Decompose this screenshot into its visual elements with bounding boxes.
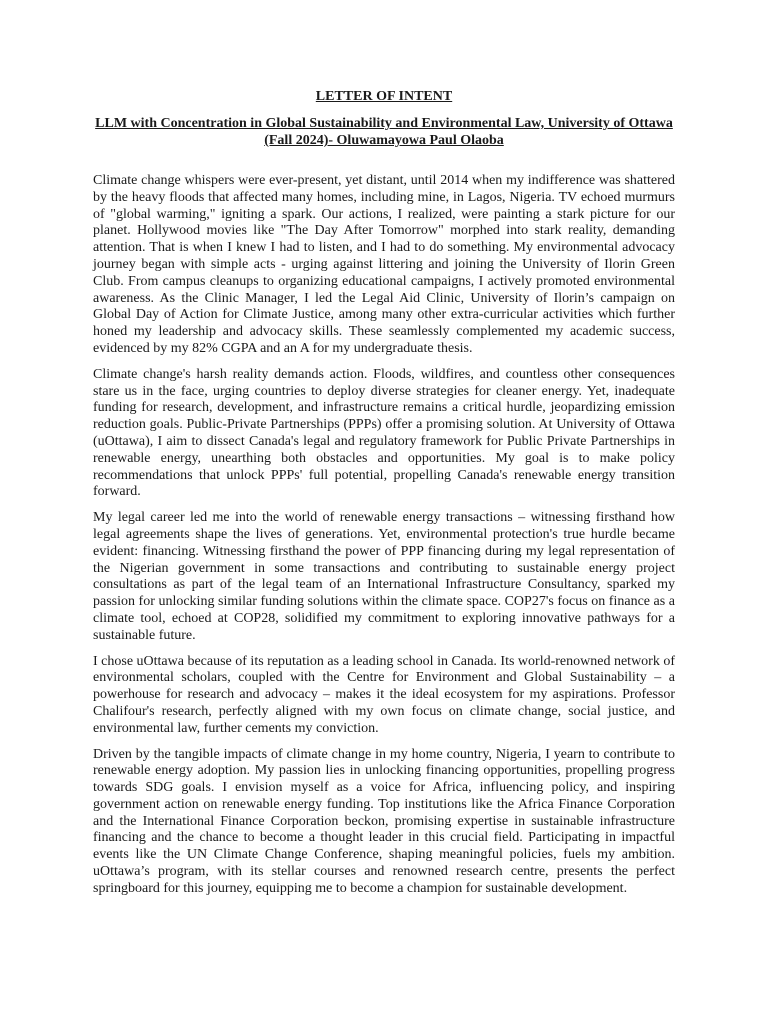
letter-subtitle: LLM with Concentration in Global Sustainability and Environmental Law, University of Ottawa (Fall 2024)- Oluwamayowa Paul Olaoba — [95, 116, 673, 148]
paragraph-1: Climate change whispers were ever-present, yet distant, until 2014 when my indifference was shattered by the heavy floods that affected many homes, including mine, in Lagos, Nigeria. TV echoed murmurs of "global warming," igniting a spark. Our actions, I realized, were painting a stark picture for our planet. Hollywood movies like "The Day After Tomorrow" morphed into stark reality, demanding attention. That is when I knew I had to listen, and I had to do something. My environmental advocacy journey began with simple acts - urging against littering and joining the University of Ilorin Green Club. From campus cleanups to organizing educational campaigns, I actively promoted environmental awareness. As the Clinic Manager, I led the Legal Aid Clinic, University of Ilorin’s campaign on Global Day of Action for Climate Justice, among many other extra-curricular activities which further honed my leadership and advocacy skills. These seamlessly complemented my academic success, evidenced by my 82% CGPA and an A for my undergraduate thesis. — [93, 173, 675, 356]
letter-title: LETTER OF INTENT — [315, 89, 453, 104]
paragraph-2: Climate change's harsh reality demands action. Floods, wildfires, and countless other consequences stare us in the face, urging countries to deploy diverse strategies for cleaner energy. Yet, inadequate funding for research, development, and infrastructure remains a critical hurdle, jeopardizing emission reduction goals. Public-Private Partnerships (PPPs) offer a promising solution. At University of Ottawa (uOttawa), I aim to dissect Canada's legal and regulatory framework for Public Private Partnerships in renewable energy, unearthing both obstacles and opportunities. My goal is to make policy recommendations that unlock PPPs' full potential, propelling Canada's renewable energy transition forward. — [93, 366, 675, 500]
paragraph-4: I chose uOttawa because of its reputation as a leading school in Canada. Its world-renowned network of environmental scholars, coupled with the Centre for Environment and Global Sustainability – a powerhouse for research and advocacy – makes it the ideal ecosystem for my aspirations. Professor Chalifour's research, perfectly aligned with my own focus on climate change, social justice, and environmental law, further cements my conviction. — [93, 653, 675, 736]
paragraph-3: My legal career led me into the world of renewable energy transactions – witnessing firsthand how legal agreements shape the lives of generations. Yet, environmental protection's true hurdle became evident: financing. Witnessing firsthand the power of PPP financing during my legal representation of the Nigerian government in some transactions and contributing to sustainable energy project consultations as part of the legal team of an International Infrastructure Consultancy, sparked my passion for unlocking similar funding solutions within the climate space. COP27's focus on finance as a climate tool, echoed at COP28, solidified my commitment to exploring innovative pathways for a sustainable future. — [93, 510, 675, 643]
paragraph-5: Driven by the tangible impacts of climate change in my home country, Nigeria, I yearn to contribute to renewable energy adoption. My passion lies in unlocking financing opportunities, propelling progress towards SDG goals. I envision myself as a voice for Africa, influencing policy, and inspiring government action on renewable energy funding. Top institutions like the Africa Finance Corporation and the International Finance Corporation beckon, promising expertise in sustainable infrastructure financing and the chance to become a thought leader in this crucial field. Participating in impactful events like the UN Climate Change Conference, shaping meaningful policies, fuels my ambition. uOttawa’s program, with its stellar courses and renowned research centre, presents the perfect springboard for this journey, equipping me to become a champion for sustainable development. — [93, 746, 675, 896]
